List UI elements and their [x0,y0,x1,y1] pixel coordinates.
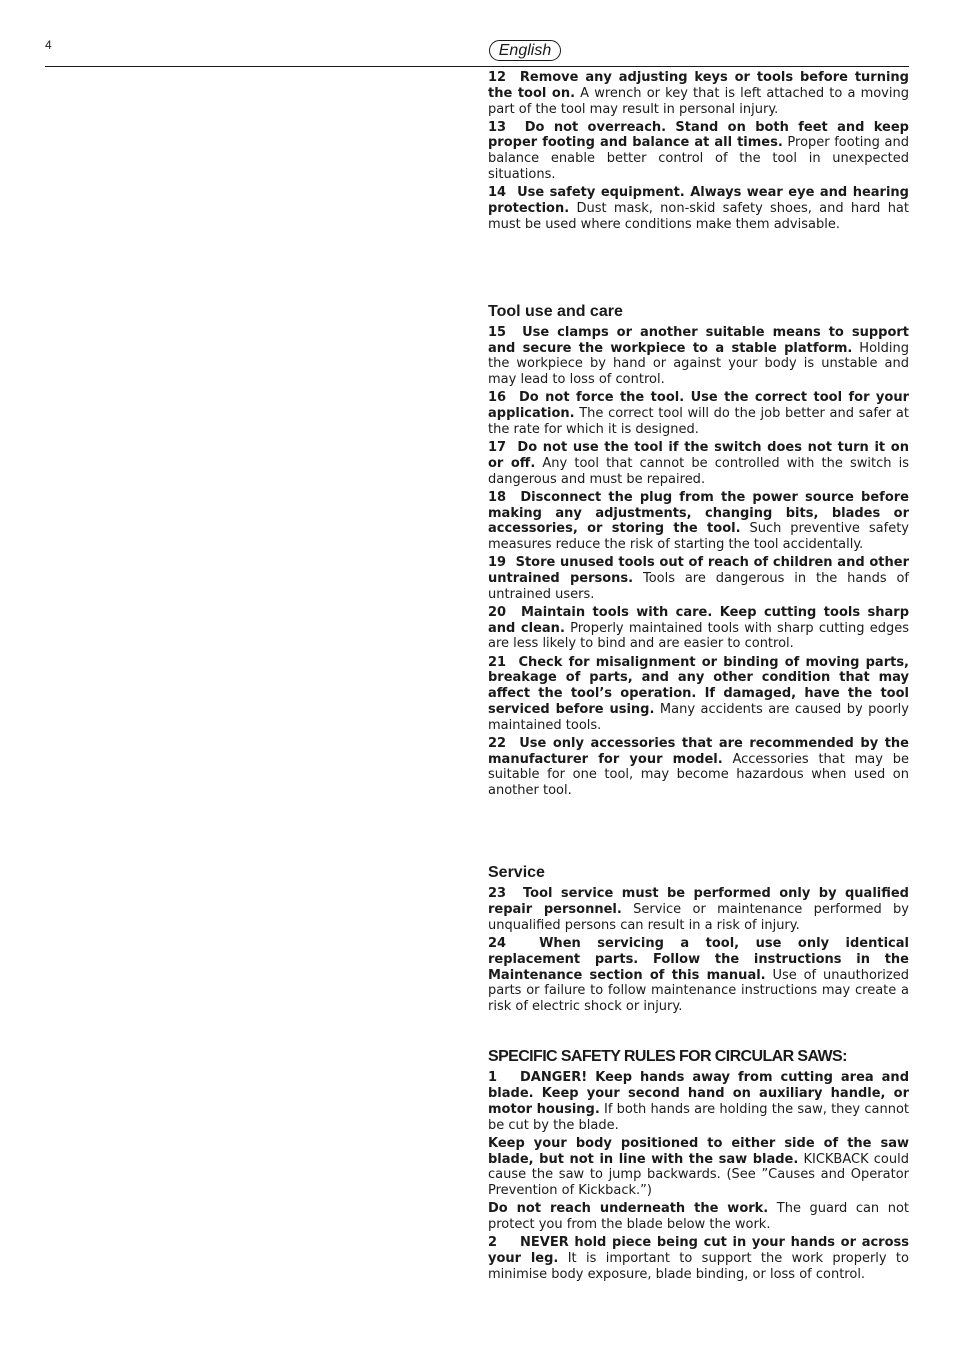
rule-23: 23 Tool service must be performed only by qualified repair personnel. Service or maintenance performed by unqualified persons can result in a risk of injury. [488,886,909,933]
rule-12: 12 Remove any adjusting keys or tools before turning the tool on. A wrench or key that is left attached to a moving part of the tool may result in personal injury. [488,70,909,117]
rule-16: 16 Do not force the tool. Use the correct tool for your application. The correct tool will do the job better and safer at the rate for which it is designed. [488,390,909,437]
text-column [488,70,909,1285]
saw-rule-2: 2 NEVER hold piece being cut in your hands or across your leg. It is important to support the work properly to minimise body exposure, blade binding, or loss of control. [488,1235,909,1282]
rule-20: 20 Maintain tools with care. Keep cutting tools sharp and clean. Properly maintained tools with sharp cutting edges are less likely to bind and are easier to control. [488,604,909,652]
rule-24: 24 When servicing a tool, use only identical replacement parts. Follow the instructions in the Maintenance section of this manual. Use of unauthorized parts or failure to follow maintenance instructions may create a risk of electric shock or injury. [488,936,909,1015]
saw-rule-body-position: Keep your body positioned to either side of the saw blade, but not in line with the saw blade. KICKBACK could cause the saw to jump backwards. (See ”Causes and Operator Prevention of Kickback.”) [488,1135,909,1199]
rule-14: 14 Use safety equipment. Always wear eye and hearing protection. Dust mask, non-skid safety shoes, and hard hat must be used where conditions make them advisable. [488,185,909,232]
circular-saws-section [488,1047,909,1282]
section-heading-circular-saws: SPECIFIC SAFETY RULES FOR CIRCULAR SAWS: [488,1048,847,1066]
language-badge: English [489,40,561,61]
rule-19: 19 Store unused tools out of reach of children and other untrained persons. Tools are dangerous in the hands of untrained users. [488,555,909,602]
header-rule [45,66,909,67]
rule-13: 13 Do not overreach. Stand on both feet and keep proper footing and balance at all times. Proper footing and balance enable better control of the tool in unexpected situations. [488,119,909,183]
rule-18: 18 Disconnect the plug from the power source before making any adjustments, changing bits, blades or accessories, or storing the tool. Such preventive safety measures reduce the risk of starting the tool accidentally. [488,489,909,553]
saw-rule-1: 1 DANGER! Keep hands away from cutting area and blade. Keep your second hand on auxiliary handle, or motor housing. If both hands are holding the saw, they cannot be cut by the blade. [488,1070,909,1133]
section-heading-service: Service [488,864,545,882]
general-safety-section [488,70,909,233]
saw-rule-underneath: Do not reach underneath the work. The guard can not protect you from the blade below the work. [488,1201,909,1233]
service-section [488,863,909,1015]
rule-15: 15 Use clamps or another suitable means to support and secure the workpiece to a stable platform. Holding the workpiece by hand or against your body is unstable and may lead to loss of control. [488,324,909,388]
tool-use-section [488,302,909,799]
rule-21: 21 Check for misalignment or binding of moving parts, breakage of parts, and any other condition that may affect the tool’s operation. If damaged, have the tool serviced before using. Many accidents are caused by poorly maintained tools. [488,654,909,733]
page-number: 4 [45,38,52,52]
section-heading-tool-use: Tool use and care [488,302,623,320]
rule-17: 17 Do not use the tool if the switch does not turn it on or off. Any tool that cannot be controlled with the switch is dangerous and must be repaired. [488,440,909,487]
rule-22: 22 Use only accessories that are recommended by the manufacturer for your model. Accessories that may be suitable for one tool, may become hazardous when used on another tool. [488,735,910,799]
